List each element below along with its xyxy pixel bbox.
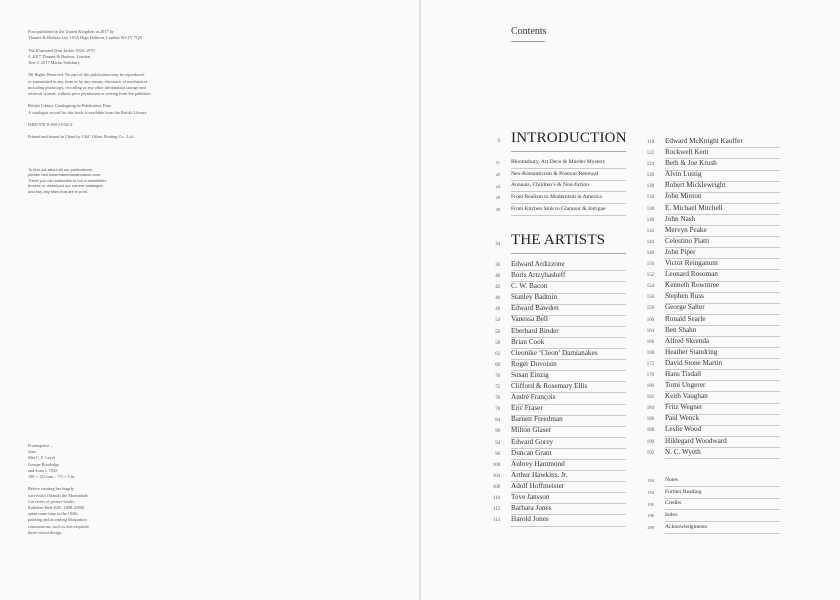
toc-title: Ben Shahn: [665, 325, 697, 334]
toc-title: N. C. Wyeth: [665, 447, 701, 456]
toc-page-number: 76: [495, 396, 500, 402]
toc-page-number: 186: [646, 417, 654, 423]
toc-title: Barbara Jones: [511, 504, 552, 513]
toc-page-number: 144: [646, 239, 654, 245]
imprint-line: A catalogue record for this book is available from the British Library: [28, 109, 147, 115]
toc-page-number: 130: [646, 184, 654, 190]
toc-title: Aubrey Hammond: [511, 459, 565, 468]
toc-title: Eric Fraser: [511, 404, 543, 413]
toc-page-number: 180: [646, 384, 654, 390]
toc-page-number: 164: [646, 328, 654, 334]
toc-page-number: 24: [495, 183, 500, 189]
toc-page-number: 108: [492, 484, 500, 490]
imprint-line: The Illustrated Dust Jacket 1920–1970: [28, 47, 95, 53]
toc-rule: [511, 526, 626, 527]
artists-page-number: 34: [495, 242, 500, 247]
toc-title: E. Michael Mitchell: [665, 203, 723, 212]
toc-page-number: 122: [646, 151, 654, 157]
toc-title: Stanley Badmin: [511, 293, 558, 302]
toc-page-number: 142: [646, 228, 654, 234]
toc-title: From Kitchen Sink to Glamour & Intrigue: [511, 205, 606, 212]
toc-title: C. W. Bacon: [511, 282, 548, 291]
toc-title: Bloomsbury, Art Deco & Murder Mystery: [511, 159, 606, 165]
toc-page-number: 194: [647, 478, 654, 484]
toc-title: Mervyn Peake: [665, 225, 707, 234]
imprint-line: © 2017 Thames & Hudson, London: [28, 53, 90, 59]
toc-page-number: 112: [492, 507, 500, 513]
toc-title: Edward Bawden: [511, 304, 559, 313]
toc-page-number: 146: [646, 250, 654, 256]
toc-title: From Realism to Modernism in America: [511, 194, 602, 201]
toc-title: Alfred Skrenda: [665, 336, 710, 345]
imprint-block: [28, 29, 152, 141]
promo-line: There you can subscribe to our e-newsletter,: [28, 177, 107, 183]
toc-title: Index: [665, 512, 678, 519]
toc-rule: [665, 458, 780, 459]
toc-page-number: 110: [492, 495, 500, 501]
toc-page-number: 36: [495, 263, 500, 268]
left-page: [0, 0, 419, 600]
toc-title: Tomi Ungerer: [665, 381, 706, 390]
toc-title: Neo-Romanticism & Postwar Renewal: [511, 170, 599, 177]
toc-title: John Piper: [665, 247, 696, 256]
toc-title: Beth & Joe Krush: [665, 159, 717, 168]
toc-page-number: 20: [495, 172, 500, 178]
caption-line: painting and accepting illustration: [28, 517, 87, 523]
caption-line: successful Orlando the Marmalade: [28, 492, 88, 498]
imprint-line: First published in the United Kingdom in 2017 by: [28, 29, 114, 34]
toc-title: Further Reading: [665, 488, 702, 495]
toc-page-number: 190: [646, 439, 654, 445]
toc-page-number: 56: [495, 329, 500, 335]
toc-page-number: 194: [647, 490, 654, 496]
toc-page-number: 166: [646, 339, 654, 345]
toc-title: Harold Jones: [511, 515, 549, 524]
toc-title: Robert Micklewright: [665, 181, 726, 190]
caption-line: Cat series of picture books,: [28, 498, 75, 504]
toc-rule: [511, 215, 626, 216]
imprint-line: ISBN 978-0-500-51932-4: [28, 122, 73, 128]
toc-title: Clifford & Rosemary Ellis: [511, 382, 588, 391]
toc-title: Leslie Wood: [665, 425, 702, 434]
toc-page-number: 152: [646, 273, 654, 279]
toc-page-number: 126: [646, 173, 654, 179]
toc-page-number: 90: [495, 429, 500, 435]
toc-page-number: 140: [646, 217, 654, 223]
promo-line: To find out about all our publications,: [28, 167, 93, 172]
imprint-line: Text © 2017 Martin Salisbury: [28, 60, 80, 66]
toc-page-number: 192: [646, 450, 654, 456]
toc-page-number: 154: [646, 284, 654, 290]
toc-title: Celestino Piatti: [665, 236, 710, 245]
toc-page-number: 200: [647, 525, 654, 531]
toc-title: Cleonike ‘Cleon’ Damianakes: [511, 348, 598, 357]
toc-title: Credits: [665, 500, 682, 507]
toc-title: Ronald Searle: [665, 314, 706, 323]
toc-page-number: 58: [495, 340, 500, 346]
toc-page-number: 182: [646, 395, 654, 401]
toc-rule: [511, 168, 626, 169]
toc-title: Milton Glaser: [511, 426, 552, 435]
promo-line: browse or download our current catalogue,: [28, 183, 104, 189]
toc-title: Brian Cook: [511, 337, 545, 346]
toc-title: Stephen Russ: [665, 292, 704, 301]
toc-page-number: 134: [646, 195, 654, 201]
toc-rule: [511, 191, 626, 192]
toc-title: Duncan Grant: [511, 448, 552, 457]
toc-rule: [665, 521, 780, 522]
imprint-line: All Rights Reserved. No part of this publication may be reproduced: [28, 72, 145, 78]
contents-heading: Contents: [511, 26, 547, 37]
imprint-line: including photocopy, recording or any other information storage and: [28, 84, 146, 90]
toc-page-number: 84: [495, 418, 500, 424]
toc-title: Annuals, Children’s & Non-fiction: [511, 182, 589, 189]
toc-title: Adolf Hoffmeister: [511, 481, 565, 490]
toc-page-number: 28: [495, 195, 500, 201]
toc-page-number: 156: [646, 295, 654, 301]
imprint-line: Thames & Hudson Ltd, 181A High Holborn, London WC1V 7QX: [28, 35, 143, 41]
toc-page-number: 46: [495, 296, 500, 302]
imprint-line: or transmitted in any form or by any means, electronic or mechanical,: [28, 78, 148, 84]
toc-title: Rockwell Kent: [665, 148, 709, 157]
introduction-rule: [511, 151, 626, 152]
caption-line: commissions, such as this exquisite: [28, 523, 89, 529]
toc-page-number: 94: [495, 440, 500, 446]
toc-title: Leonard Rosoman: [665, 270, 718, 279]
toc-page-number: 30: [495, 207, 500, 213]
toc-page-number: 70: [495, 373, 500, 379]
toc-title: Notes: [665, 477, 679, 483]
toc-title: Paul Wenck: [665, 414, 700, 423]
toc-page-number: 40: [495, 274, 500, 280]
caption-line: and Sons c. 1925: [28, 467, 58, 473]
toc-page-number: 48: [495, 307, 500, 313]
toc-title: Heather Standring: [665, 347, 718, 356]
toc-rule: [665, 498, 780, 499]
toc-page-number: 124: [646, 162, 654, 168]
toc-title: Hildegard Woodward: [665, 436, 727, 445]
toc-title: Hans Tisdall: [665, 369, 702, 378]
toc-page-number: 168: [646, 350, 654, 356]
toc-title: André François: [511, 393, 556, 402]
artists-heading: THE ARTISTS: [511, 232, 606, 248]
toc-page-number: 42: [495, 285, 500, 291]
toc-rule: [665, 509, 780, 510]
toc-title: John Minton: [665, 192, 702, 201]
toc-title: Vanessa Bell: [511, 315, 548, 324]
toc-page-number: 118: [646, 140, 654, 145]
caption-line: Jane: [28, 449, 36, 455]
caption-line: three-colour design.: [28, 529, 63, 535]
toc-page-number: 104: [492, 473, 500, 479]
introduction-page-number: 6: [497, 139, 500, 144]
toc-title: Boris Artzybasheff: [511, 271, 566, 280]
caption-line: Before creating her hugely: [28, 486, 74, 492]
artists-rule: [511, 253, 626, 254]
toc-title: Eberhard Binder: [511, 326, 559, 335]
contents-underline: [511, 41, 545, 42]
toc-title: Acknowledgments: [665, 523, 707, 530]
toc-page-number: 66: [495, 362, 500, 368]
toc-title: Victor Reinganum: [665, 259, 718, 268]
caption-line: Mrs C. F. Leyel: [28, 455, 55, 461]
caption-line: Frontispiece –: [28, 443, 53, 448]
toc-page-number: 114: [492, 518, 500, 524]
toc-page-number: 138: [646, 206, 654, 212]
toc-page-number: 72: [495, 385, 500, 391]
toc-title: Arthur Hawkins, Jr.: [511, 470, 568, 479]
toc-title: Edward Ardizzone: [511, 260, 565, 268]
caption-line: Kathleen Hale (UK, 1898–2000): [28, 505, 85, 511]
toc-rule: [511, 180, 626, 181]
caption-line: spent some time in the 1920s: [28, 511, 79, 517]
toc-page-number: 96: [495, 451, 500, 457]
toc-page-number: 176: [646, 372, 654, 378]
toc-page-number: 100: [492, 462, 500, 468]
toc-title: Kenneth Rowntree: [665, 281, 720, 290]
toc-page-number: 196: [647, 513, 654, 519]
toc-rule: [665, 533, 780, 534]
imprint-line: retrieval system, without prior permission in writing from the publisher.: [28, 91, 152, 97]
imprint-line: Printed and bound in China by C&C Offset Printing Co., Ltd.: [28, 134, 134, 140]
toc-page-number: 188: [646, 428, 654, 434]
toc-page-number: 195: [647, 501, 654, 507]
toc-title: Susan Einzig: [511, 370, 549, 379]
website-promo: [28, 167, 107, 194]
toc-title: Fritz Wegner: [665, 403, 703, 412]
toc-page-number: 160: [646, 317, 654, 323]
toc-page-number: 184: [646, 406, 654, 412]
toc-rule: [665, 486, 780, 487]
promo-line: please visit www.thamesandhudson.com.: [28, 172, 102, 178]
toc-title: Edward McKnight Kauffer: [665, 137, 743, 145]
toc-page-number: 150: [646, 262, 654, 268]
toc-page-number: 172: [646, 361, 654, 367]
toc-title: Tove Jansson: [511, 492, 550, 501]
promo-line: and buy any titles that are in print.: [28, 188, 89, 194]
toc-title: George Salter: [665, 303, 705, 312]
toc-page-number: 11: [495, 160, 500, 166]
toc-rule: [511, 203, 626, 204]
toc-page-number: 158: [646, 306, 654, 312]
toc-title: David Stone Martin: [665, 358, 723, 367]
imprint-line: British Library Cataloguing-in-Publication Data: [28, 103, 111, 109]
toc-page-number: 78: [495, 407, 500, 413]
toc-page-number: 54: [495, 318, 500, 324]
caption-line: George Routledge: [28, 461, 60, 467]
toc-title: Barnett Freedman: [511, 415, 563, 424]
toc-title: Edward Gorey: [511, 437, 554, 446]
toc-page-number: 62: [495, 351, 500, 357]
toc-title: Roger Duvoisin: [511, 359, 557, 368]
frontispiece-caption: [28, 443, 89, 536]
toc-title: Keith Vaughan: [665, 392, 708, 401]
introduction-heading: INTRODUCTION: [511, 130, 627, 146]
toc-title: John Nash: [665, 214, 696, 223]
caption-line: 190 × 125 mm – 7½ × 5 in.: [28, 474, 76, 480]
toc-title: Alvin Lustig: [665, 170, 702, 179]
